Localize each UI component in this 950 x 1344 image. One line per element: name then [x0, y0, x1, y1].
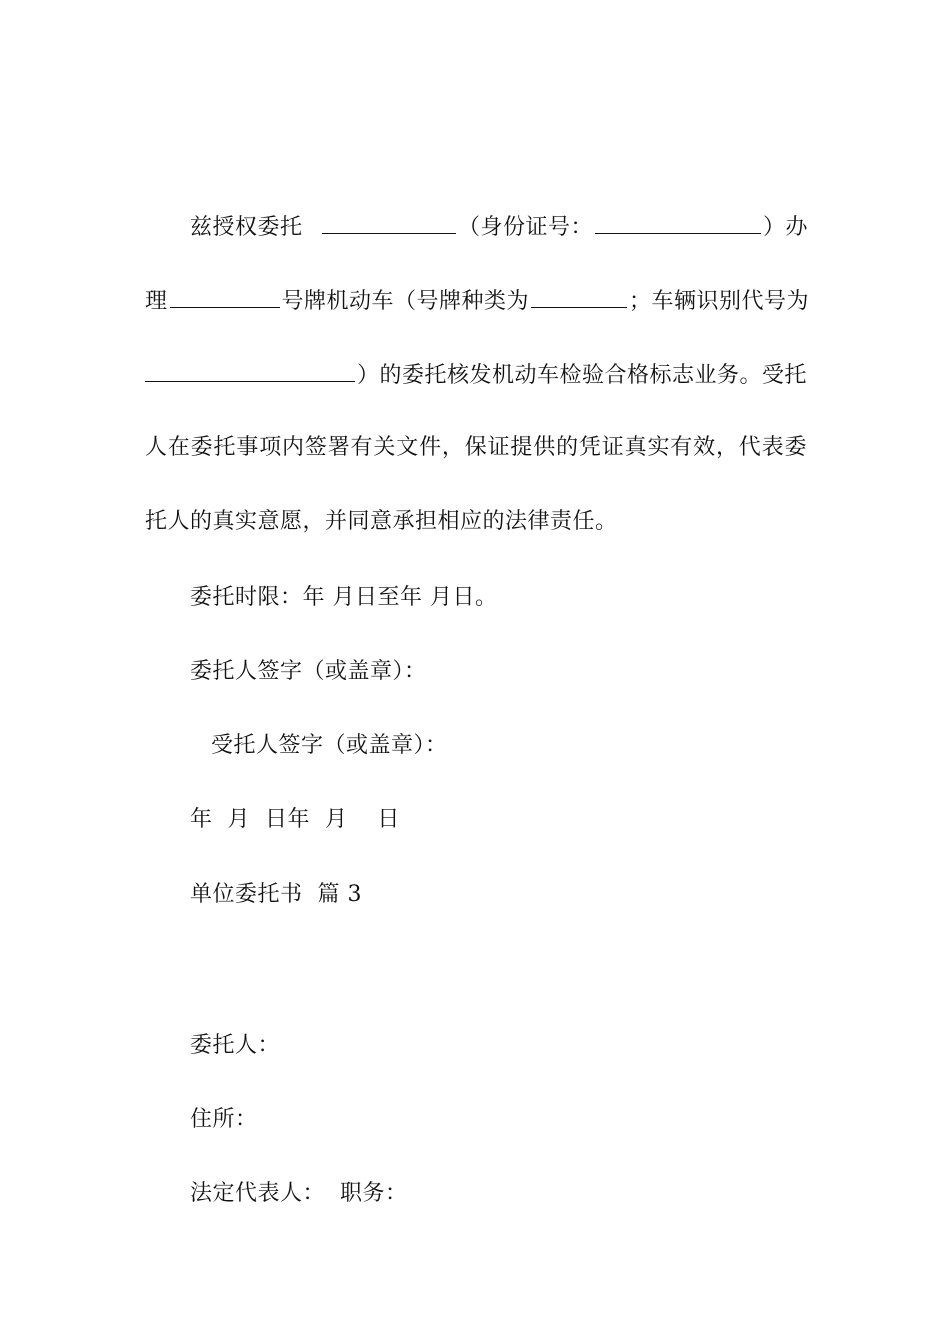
para1-line5: 托人的真实意愿，并同意承担相应的法律责任。	[145, 509, 618, 534]
legal-rep-field-label: 法定代表人： 职务：	[190, 1181, 408, 1206]
para1-line1	[190, 211, 807, 243]
para1-text-handle: ）办	[763, 215, 809, 240]
para1-text-authorize: 兹授权委托	[190, 215, 303, 240]
blank-vin	[145, 359, 355, 382]
address-field-label: 住所：	[190, 1107, 258, 1132]
signature-dates: 年 月 日年 月 日	[190, 807, 400, 832]
para1-text-vin: ；车辆识别代号为	[629, 289, 810, 314]
blank-id-number	[595, 211, 761, 234]
blank-plate-number	[170, 285, 280, 308]
para1-text-business: ）的委托核发机动车检验合格标志业务。受托	[357, 363, 808, 388]
para1-text-id: （身份证号：	[458, 215, 594, 240]
agent-signature-label: 受托人签字（或盖章）：	[211, 733, 448, 758]
para1-line4: 人在委托事项内签署有关文件，保证提供的凭证真实有效，代表委	[145, 435, 807, 460]
para1-line3	[145, 359, 807, 391]
para1-text-li: 理	[145, 289, 168, 314]
para1-text-plate-type: 号牌机动车（号牌种类为	[281, 289, 530, 314]
principal-field-label: 委托人：	[190, 1033, 281, 1058]
principal-signature-label: 委托人签字（或盖章）：	[190, 659, 427, 684]
entrust-term: 委托时限：年 月日至年 月日。	[190, 585, 498, 610]
blank-plate-type	[531, 285, 627, 308]
blank-agent-name	[322, 211, 456, 234]
para1-line2	[145, 285, 810, 317]
section-title: 单位委托书 篇 3	[190, 882, 362, 907]
